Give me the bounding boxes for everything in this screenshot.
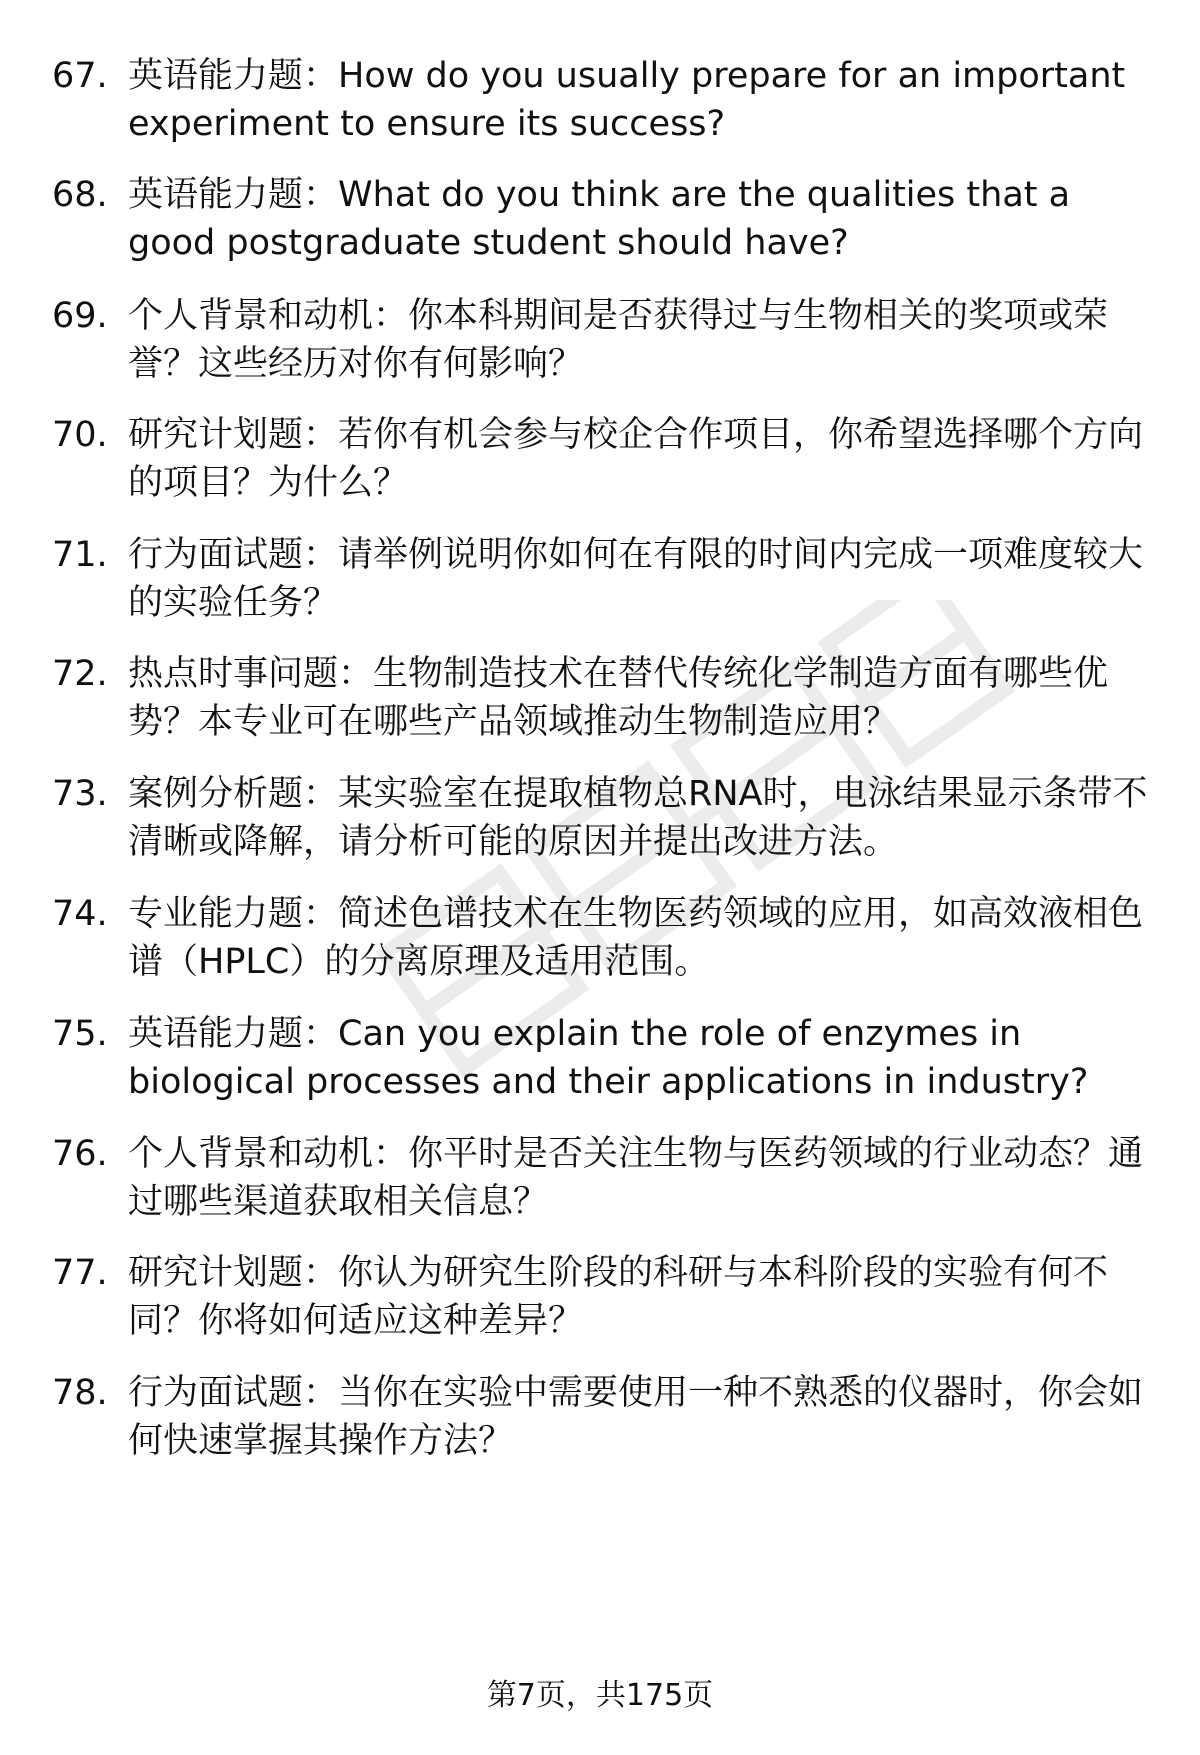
question-text: 个人背景和动机：你本科期间是否获得过与生物相关的奖项或荣誉？这些经历对你有何影响？ [128, 296, 1109, 384]
question-text: 个人背景和动机：你平时是否关注生物与医药领域的行业动态？通过哪些渠道获取相关信息？ [128, 1134, 1144, 1222]
question-number: 72. [52, 654, 108, 694]
question-text: 行为面试题：当你在实验中需要使用一种不熟悉的仪器时，你会如何快速掌握其操作方法？ [128, 1373, 1144, 1461]
list-item [0, 1249, 1200, 1349]
question-text: 英语能力题：Can you explain the role of enzymes in biological processes and their applications in industry? [128, 1014, 1089, 1102]
list-item [0, 770, 1200, 870]
list-item [0, 1010, 1200, 1110]
question-text: 研究计划题：若你有机会参与校企合作项目，你希望选择哪个方向的项目？为什么？ [128, 415, 1144, 503]
question-text: 案例分析题：某实验室在提取植物总RNA时，电泳结果显示条带不清晰或降解，请分析可能的原因并提出改进方法。 [128, 774, 1148, 862]
list-item [0, 650, 1200, 750]
question-number: 74. [52, 894, 108, 934]
question-number: 70. [52, 415, 108, 455]
question-number: 69. [52, 296, 108, 336]
list-item [0, 292, 1200, 392]
question-text: 英语能力题：How do you usually prepare for an important experiment to ensure its success? [128, 56, 1126, 144]
question-number: 73. [52, 774, 108, 814]
question-text: 行为面试题：请举例说明你如何在有限的时间内完成一项难度较大的实验任务？ [128, 535, 1144, 623]
question-number: 71. [52, 535, 108, 575]
question-text: 专业能力题：简述色谱技术在生物医药领域的应用，如高效液相色谱（HPLC）的分离原理及适用范围。 [128, 894, 1144, 982]
list-item [0, 411, 1200, 511]
page-number: 第7页，共175页 [486, 1678, 714, 1713]
list-item [0, 1369, 1200, 1469]
question-number: 76. [52, 1134, 108, 1174]
question-number: 77. [52, 1253, 108, 1293]
question-number: 67. [52, 56, 108, 96]
list-item [0, 171, 1200, 271]
list-item [0, 531, 1200, 631]
list-item [0, 1130, 1200, 1230]
question-text: 热点时事问题：生物制造技术在替代传统化学制造方面有哪些优势？本专业可在哪些产品领域推动生物制造应用？ [128, 654, 1109, 742]
question-number: 68. [52, 175, 108, 215]
list-item [0, 890, 1200, 990]
list-item [0, 52, 1200, 152]
question-number: 78. [52, 1373, 108, 1413]
question-text: 研究计划题：你认为研究生阶段的科研与本科阶段的实验有何不同？你将如何适应这种差异？ [128, 1253, 1109, 1341]
question-text: 英语能力题：What do you think are the qualities that a good postgraduate student should have? [128, 175, 1071, 263]
question-number: 75. [52, 1014, 108, 1054]
